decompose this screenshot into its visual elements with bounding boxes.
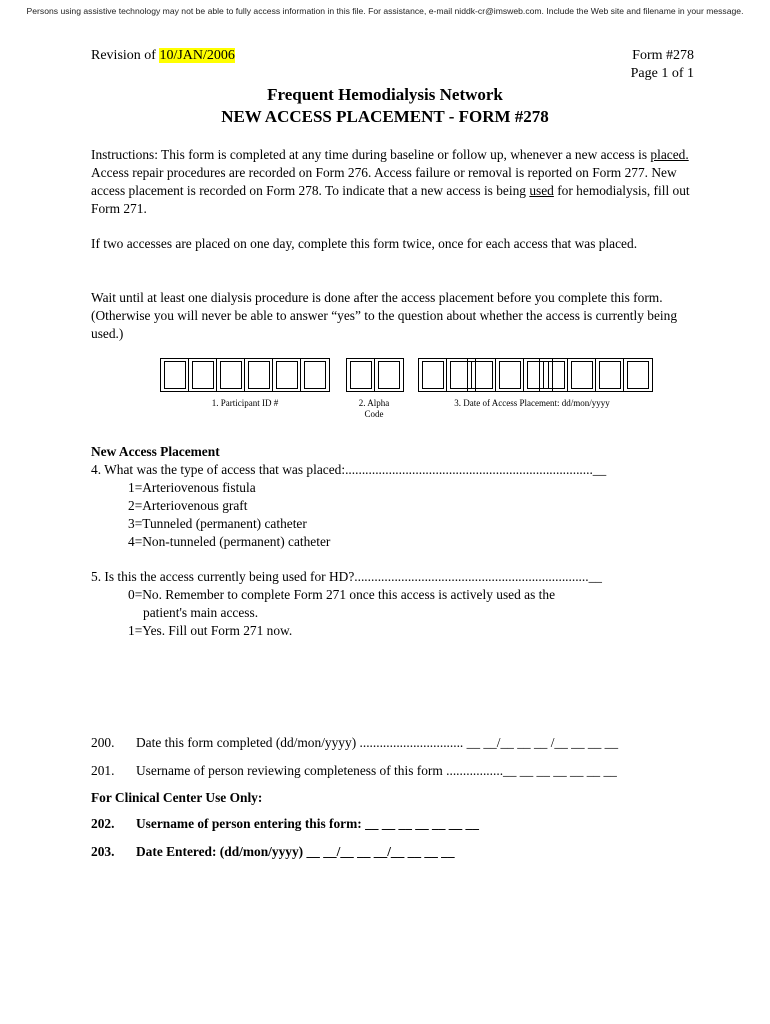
q203-number: 203. (91, 844, 115, 859)
q200-number: 200. (91, 735, 115, 750)
accessibility-notice: Persons using assistive technology may not be able to fully access information in this file. For assistance, e-mail niddk-cr@imsweb.com. Include the Web site and filename in your message. (26, 6, 744, 16)
two-accesses-paragraph: If two accesses are placed on one day, complete this form twice, once for each access that was placed. (91, 236, 638, 251)
alpha-code-label-line2: Code (364, 409, 384, 419)
revision-prefix: Revision of (91, 48, 160, 63)
participant-id-box[interactable] (217, 359, 245, 391)
alpha-code-label (340, 398, 408, 420)
q200-date-completed[interactable]: Date this form completed (dd/mon/yyyy) ............................... __ __/__ __ __ /__ __ __ __ (136, 735, 619, 750)
q203-date-entered[interactable]: Date Entered: (dd/mon/yyyy) __ __/__ __ __/__ __ __ __ (136, 844, 455, 859)
instructions-text-a: Instructions: This form is completed at any time during baseline or follow up, whenever a new access is (91, 147, 651, 162)
participant-id-box[interactable] (245, 359, 273, 391)
q201-reviewer-username[interactable]: Username of person reviewing completeness of this form .................__ __ __ __ __ __ __ (136, 763, 617, 778)
instructions-paragraph (91, 146, 701, 218)
placement-date-box[interactable] (540, 359, 568, 391)
alpha-code-label-line1: 2. Alpha (358, 398, 390, 408)
placement-date-box[interactable] (496, 359, 524, 391)
participant-id-box[interactable] (189, 359, 217, 391)
form-number: Form #278 (632, 48, 694, 63)
form-title: NEW ACCESS PLACEMENT - FORM #278 (221, 107, 549, 126)
q202-number: 202. (91, 816, 115, 831)
revision-line (91, 48, 235, 64)
q4-option-3: 3=Tunneled (permanent) catheter (128, 516, 307, 531)
placement-date-box[interactable] (419, 359, 447, 391)
q4-option-2: 2=Arteriovenous graft (128, 498, 248, 513)
participant-id-box[interactable] (301, 359, 329, 391)
instructions-used: used (529, 183, 554, 198)
q5-option-0-cont: patient's main access. (143, 605, 259, 620)
instructions-placed: placed. (650, 147, 689, 162)
question-4[interactable]: 4. What was the type of access that was placed:..........................................................................__ (91, 462, 607, 477)
instructions-text-c: for hemodialysis, fill out Form 271. (91, 183, 690, 216)
q202-entry-username[interactable]: Username of person entering this form: __ __ __ __ __ __ __ (136, 816, 479, 831)
question-5[interactable]: 5. Is this the access currently being used for HD?......................................................................__ (91, 569, 602, 584)
placement-date-label: 3. Date of Access Placement: dd/mon/yyyy (454, 398, 610, 408)
participant-id-box[interactable] (273, 359, 301, 391)
q4-option-1: 1=Arteriovenous fistula (128, 480, 256, 495)
instructions-text-b: Access repair procedures are recorded on Form 276. Access failure or removal is reported on Form 277. New access placement is recorded on Form 278. To indicate that a new access is being (91, 165, 677, 198)
network-title: Frequent Hemodialysis Network (267, 85, 503, 104)
participant-id-boxes (160, 358, 330, 392)
placement-date-year-boxes (539, 358, 653, 392)
page-number: Page 1 of 1 (630, 66, 694, 81)
section-heading: New Access Placement (91, 444, 220, 459)
participant-id-box[interactable] (161, 359, 189, 391)
wait-paragraph: Wait until at least one dialysis procedure is done after the access placement before you complete this form. (Otherwise you will never be able to answer “yes” to the question about whether the access is currently being used.) (91, 290, 678, 341)
placement-date-box[interactable] (468, 359, 496, 391)
q5-option-0: 0=No. Remember to complete Form 271 once this access is actively used as the (128, 587, 556, 602)
q201-number: 201. (91, 763, 115, 778)
placement-date-box[interactable] (568, 359, 596, 391)
alpha-code-box[interactable] (347, 359, 375, 391)
alpha-code-boxes (346, 358, 404, 392)
placement-date-box[interactable] (596, 359, 624, 391)
participant-id-label: 1. Participant ID # (211, 398, 279, 408)
q5-option-1: 1=Yes. Fill out Form 271 now. (128, 623, 293, 638)
q4-option-4: 4=Non-tunneled (permanent) catheter (128, 534, 331, 549)
clinical-center-heading: For Clinical Center Use Only: (91, 790, 263, 805)
revision-date: 10/JAN/2006 (159, 48, 235, 63)
alpha-code-box[interactable] (375, 359, 403, 391)
placement-date-box[interactable] (624, 359, 652, 391)
